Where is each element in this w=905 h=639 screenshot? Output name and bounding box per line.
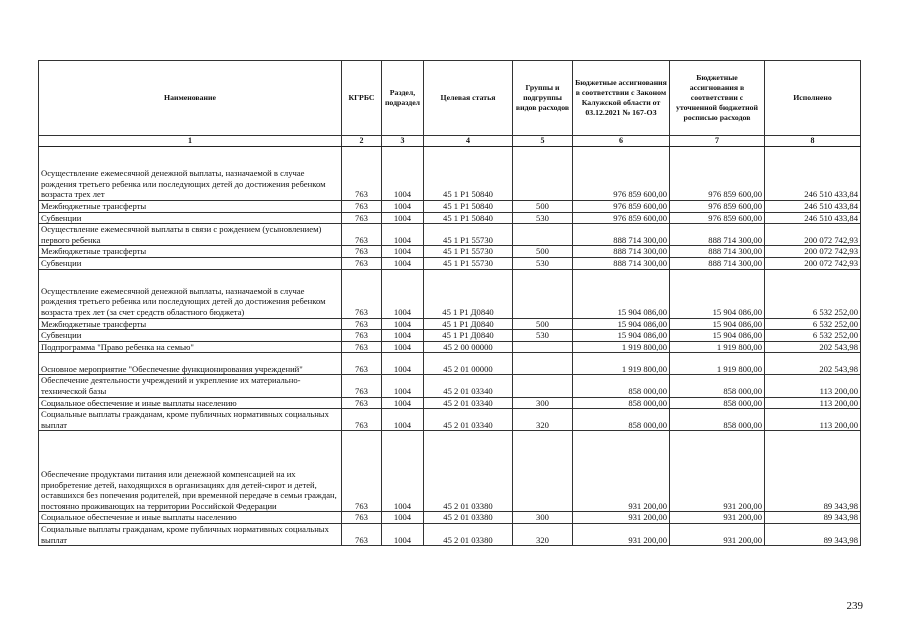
table-row <box>39 341 861 353</box>
row-name: Социальное обеспечение и иные выплаты населению <box>39 397 342 409</box>
row-budget-law: 858 000,00 <box>573 409 670 431</box>
column-number: 1 <box>39 136 342 147</box>
row-target-article: 45 1 P1 50840 <box>424 147 513 201</box>
row-name: Обеспечение деятельности учреждений и укрепление их материально-технической базы <box>39 375 342 397</box>
row-target-article: 45 1 P1 55730 <box>424 246 513 258</box>
row-expense-group <box>513 431 573 512</box>
table-row <box>39 269 861 318</box>
row-name: Осуществление ежемесячной денежной выплаты, назначаемой в случае рождения третьего ребенка или последующих детей до достижения ребенком возраста трех лет (за счет средств областного бюджета) <box>39 269 342 318</box>
row-executed: 113 200,00 <box>765 409 861 431</box>
row-budget-law: 931 200,00 <box>573 431 670 512</box>
row-executed: 246 510 433,84 <box>765 201 861 213</box>
table-row <box>39 523 861 545</box>
row-budget-refined: 888 714 300,00 <box>670 257 765 269</box>
row-executed: 200 072 742,93 <box>765 224 861 246</box>
row-kgrbs: 763 <box>342 431 382 512</box>
column-number: 4 <box>424 136 513 147</box>
row-target-article: 45 2 01 00000 <box>424 353 513 375</box>
row-section: 1004 <box>382 512 424 524</box>
row-section: 1004 <box>382 341 424 353</box>
header-row <box>39 61 861 136</box>
row-name: Субвенции <box>39 330 342 342</box>
row-section: 1004 <box>382 212 424 224</box>
row-kgrbs: 763 <box>342 257 382 269</box>
row-target-article: 45 1 P1 Д0840 <box>424 318 513 330</box>
row-kgrbs: 763 <box>342 353 382 375</box>
row-kgrbs: 763 <box>342 246 382 258</box>
header-target-article: Целевая статья <box>424 61 513 136</box>
table-row <box>39 318 861 330</box>
row-budget-refined: 976 859 600,00 <box>670 147 765 201</box>
row-section: 1004 <box>382 257 424 269</box>
row-kgrbs: 763 <box>342 224 382 246</box>
row-executed: 89 343,98 <box>765 512 861 524</box>
page-number: 239 <box>846 600 863 612</box>
table-row <box>39 512 861 524</box>
row-target-article: 45 1 P1 Д0840 <box>424 269 513 318</box>
table-row <box>39 257 861 269</box>
row-budget-law: 888 714 300,00 <box>573 246 670 258</box>
row-section: 1004 <box>382 523 424 545</box>
table-row <box>39 431 861 512</box>
row-name: Межбюджетные трансферты <box>39 201 342 213</box>
row-budget-law: 976 859 600,00 <box>573 212 670 224</box>
row-budget-refined: 976 859 600,00 <box>670 212 765 224</box>
row-expense-group: 530 <box>513 212 573 224</box>
row-kgrbs: 763 <box>342 147 382 201</box>
row-target-article: 45 1 P1 Д0840 <box>424 330 513 342</box>
row-budget-refined: 888 714 300,00 <box>670 246 765 258</box>
row-name: Социальные выплаты гражданам, кроме публичных нормативных социальных выплат <box>39 523 342 545</box>
budget-table <box>38 60 861 546</box>
row-budget-refined: 858 000,00 <box>670 375 765 397</box>
row-executed: 113 200,00 <box>765 397 861 409</box>
row-budget-refined: 15 904 086,00 <box>670 269 765 318</box>
row-name: Социальное обеспечение и иные выплаты населению <box>39 512 342 524</box>
row-budget-refined: 931 200,00 <box>670 512 765 524</box>
row-budget-refined: 1 919 800,00 <box>670 353 765 375</box>
row-section: 1004 <box>382 375 424 397</box>
row-budget-law: 15 904 086,00 <box>573 330 670 342</box>
row-kgrbs: 763 <box>342 523 382 545</box>
row-expense-group: 500 <box>513 201 573 213</box>
row-kgrbs: 763 <box>342 318 382 330</box>
row-executed: 200 072 742,93 <box>765 257 861 269</box>
row-name: Подпрограмма "Право ребенка на семью" <box>39 341 342 353</box>
column-number: 7 <box>670 136 765 147</box>
row-expense-group <box>513 353 573 375</box>
row-budget-law: 15 904 086,00 <box>573 318 670 330</box>
table-body <box>39 147 861 546</box>
header-expense-group: Группы и подгруппы видов расходов <box>513 61 573 136</box>
row-target-article: 45 1 P1 55730 <box>424 257 513 269</box>
row-kgrbs: 763 <box>342 341 382 353</box>
row-expense-group <box>513 375 573 397</box>
row-expense-group: 530 <box>513 257 573 269</box>
row-section: 1004 <box>382 269 424 318</box>
row-executed: 6 532 252,00 <box>765 330 861 342</box>
row-expense-group: 530 <box>513 330 573 342</box>
row-name: Межбюджетные трансферты <box>39 246 342 258</box>
column-number-row <box>39 136 861 147</box>
row-target-article: 45 1 P1 55730 <box>424 224 513 246</box>
header-budget-refined: Бюджетные ассигнования в соответствии с уточненной бюджетной росписью расходов <box>670 61 765 136</box>
budget-table-container <box>38 60 860 546</box>
row-budget-refined: 931 200,00 <box>670 523 765 545</box>
row-executed: 89 343,98 <box>765 523 861 545</box>
row-section: 1004 <box>382 397 424 409</box>
row-expense-group: 300 <box>513 512 573 524</box>
row-section: 1004 <box>382 224 424 246</box>
row-target-article: 45 2 01 03340 <box>424 375 513 397</box>
table-row <box>39 353 861 375</box>
row-kgrbs: 763 <box>342 397 382 409</box>
table-row <box>39 212 861 224</box>
row-kgrbs: 763 <box>342 269 382 318</box>
row-target-article: 45 2 01 03380 <box>424 512 513 524</box>
row-budget-law: 976 859 600,00 <box>573 201 670 213</box>
row-executed: 89 343,98 <box>765 431 861 512</box>
header-kgrbs: КГРБС <box>342 61 382 136</box>
row-executed: 246 510 433,84 <box>765 212 861 224</box>
column-number: 3 <box>382 136 424 147</box>
column-number: 6 <box>573 136 670 147</box>
row-kgrbs: 763 <box>342 512 382 524</box>
row-name: Социальные выплаты гражданам, кроме публичных нормативных социальных выплат <box>39 409 342 431</box>
header-budget-law: Бюджетные ассигнования в соответствии с Законом Калужской области от 03.12.2021 № 167-ОЗ <box>573 61 670 136</box>
row-budget-law: 1 919 800,00 <box>573 341 670 353</box>
header-section: Раздел, подраздел <box>382 61 424 136</box>
column-number: 5 <box>513 136 573 147</box>
row-budget-refined: 858 000,00 <box>670 409 765 431</box>
row-section: 1004 <box>382 246 424 258</box>
row-expense-group <box>513 269 573 318</box>
row-section: 1004 <box>382 147 424 201</box>
row-executed: 246 510 433,84 <box>765 147 861 201</box>
row-expense-group <box>513 224 573 246</box>
row-budget-law: 931 200,00 <box>573 523 670 545</box>
row-name: Осуществление ежемесячной выплаты в связи с рождением (усыновлением) первого ребенка <box>39 224 342 246</box>
row-target-article: 45 2 01 03380 <box>424 431 513 512</box>
table-row <box>39 409 861 431</box>
row-section: 1004 <box>382 201 424 213</box>
row-expense-group: 500 <box>513 318 573 330</box>
row-expense-group: 300 <box>513 397 573 409</box>
row-budget-law: 1 919 800,00 <box>573 353 670 375</box>
row-budget-law: 15 904 086,00 <box>573 269 670 318</box>
row-budget-refined: 15 904 086,00 <box>670 318 765 330</box>
row-section: 1004 <box>382 409 424 431</box>
row-expense-group <box>513 147 573 201</box>
row-budget-law: 976 859 600,00 <box>573 147 670 201</box>
row-name: Основное мероприятие "Обеспечение функционирования учреждений" <box>39 353 342 375</box>
table-row <box>39 147 861 201</box>
row-expense-group: 320 <box>513 409 573 431</box>
row-executed: 6 532 252,00 <box>765 318 861 330</box>
row-name: Осуществление ежемесячной денежной выплаты, назначаемой в случае рождения третьего ребенка или последующих детей до достижения ребенком возраста трех лет <box>39 147 342 201</box>
row-expense-group: 320 <box>513 523 573 545</box>
row-kgrbs: 763 <box>342 375 382 397</box>
row-target-article: 45 2 01 03340 <box>424 409 513 431</box>
row-expense-group <box>513 341 573 353</box>
row-executed: 6 532 252,00 <box>765 269 861 318</box>
table-row <box>39 246 861 258</box>
header-executed: Исполнено <box>765 61 861 136</box>
row-section: 1004 <box>382 318 424 330</box>
row-target-article: 45 1 P1 50840 <box>424 212 513 224</box>
row-kgrbs: 763 <box>342 212 382 224</box>
row-expense-group: 500 <box>513 246 573 258</box>
table-row <box>39 201 861 213</box>
row-budget-law: 888 714 300,00 <box>573 257 670 269</box>
row-kgrbs: 763 <box>342 409 382 431</box>
row-name: Обеспечение продуктами питания или денежной компенсацией на их приобретение детей, находящихся в организациях для детей-сирот и детей, оставшихся без попечения родителей, при временной передаче в семьи граждан, постоянно проживающих на территории Российской Федерации <box>39 431 342 512</box>
row-target-article: 45 2 01 03340 <box>424 397 513 409</box>
row-target-article: 45 2 01 03380 <box>424 523 513 545</box>
row-budget-law: 888 714 300,00 <box>573 224 670 246</box>
row-executed: 202 543,98 <box>765 353 861 375</box>
row-budget-refined: 1 919 800,00 <box>670 341 765 353</box>
row-kgrbs: 763 <box>342 201 382 213</box>
row-budget-refined: 976 859 600,00 <box>670 201 765 213</box>
row-budget-law: 858 000,00 <box>573 397 670 409</box>
row-budget-refined: 931 200,00 <box>670 431 765 512</box>
row-budget-refined: 888 714 300,00 <box>670 224 765 246</box>
row-budget-law: 858 000,00 <box>573 375 670 397</box>
row-section: 1004 <box>382 353 424 375</box>
row-budget-law: 931 200,00 <box>573 512 670 524</box>
row-section: 1004 <box>382 431 424 512</box>
column-number: 8 <box>765 136 861 147</box>
row-executed: 202 543,98 <box>765 341 861 353</box>
table-row <box>39 224 861 246</box>
row-name: Межбюджетные трансферты <box>39 318 342 330</box>
row-target-article: 45 1 P1 50840 <box>424 201 513 213</box>
row-budget-refined: 15 904 086,00 <box>670 330 765 342</box>
row-section: 1004 <box>382 330 424 342</box>
table-row <box>39 397 861 409</box>
row-name: Субвенции <box>39 212 342 224</box>
row-executed: 113 200,00 <box>765 375 861 397</box>
row-name: Субвенции <box>39 257 342 269</box>
table-row <box>39 330 861 342</box>
row-executed: 200 072 742,93 <box>765 246 861 258</box>
row-kgrbs: 763 <box>342 330 382 342</box>
column-number: 2 <box>342 136 382 147</box>
row-budget-refined: 858 000,00 <box>670 397 765 409</box>
table-row <box>39 375 861 397</box>
header-name: Наименование <box>39 61 342 136</box>
row-target-article: 45 2 00 00000 <box>424 341 513 353</box>
